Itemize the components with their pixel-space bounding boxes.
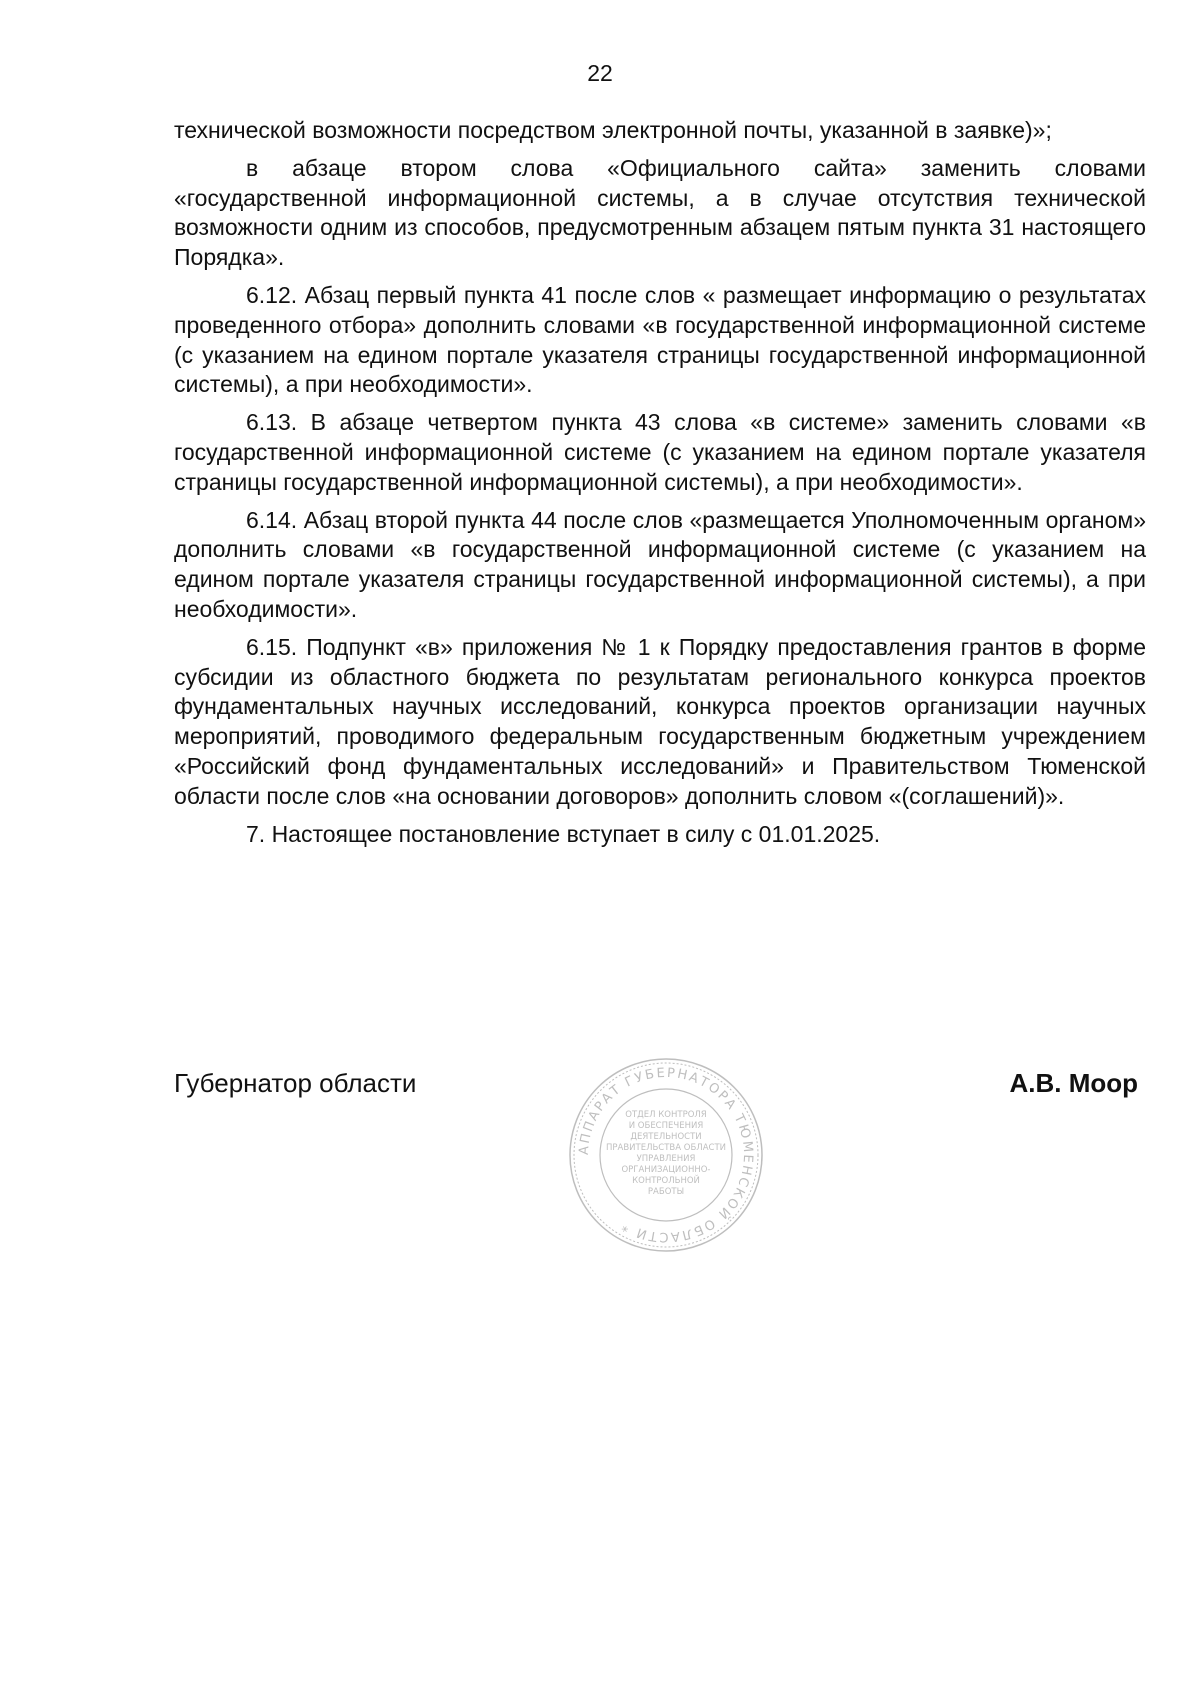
signatory-name: А.В. Моор	[1009, 1068, 1138, 1098]
paragraph-6-14: 6.14. Абзац второй пункта 44 после слов «размещается Уполномоченным органом» дополнить словами «в государственной информационной системе (с указанием на едином портале указателя страницы государственной информационной системы), а при необходимости».	[174, 506, 1146, 622]
paragraph-continuation: технической возможности посредством электронной почты, указанной в заявке)»;	[174, 117, 1052, 143]
paragraph: в абзаце втором слова «Официального сайта» заменить словами «государственной информационной системы, а в случае отсутствия технической возможности одним из способов, предусмотренным абзацем пятым пункта 31 настоящего Порядка».	[174, 154, 1146, 271]
stamp-center-line: ДЕЯТЕЛЬНОСТИ	[630, 1132, 702, 1142]
paragraph-6-15: 6.15. Подпункт «в» приложения № 1 к Порядку предоставления грантов в форме субсидии из областного бюджета по результатам регионального конкурса проектов фундаментальных научных исследований, конкурса проектов организации научных мероприятий, проводимого федеральным государственным бюджетным учреждением «Российский фонд фундаментальных исследований» и Правительством Тюменской области после слов «на основании договоров» дополнить словом «(соглашений)».	[174, 633, 1146, 809]
official-seal-stamp	[566, 1055, 766, 1255]
stamp-center-line: КОНТРОЛЬНОЙ	[632, 1176, 700, 1186]
paragraph-7: 7. Настоящее постановление вступает в силу с 01.01.2025.	[246, 820, 881, 847]
signatory-title: Губернатор области	[174, 1068, 417, 1098]
document-body	[174, 116, 1146, 857]
stamp-center-line: ОТДЕЛ КОНТРОЛЯ	[625, 1110, 707, 1120]
paragraph-6-12: 6.12. Абзац первый пункта 41 после слов « размещает информацию о результатах проведенного отбора» дополнить словами «в государственной информационной системе (с указанием на едином портале указателя страницы государственной информационной системы), а при необходимости».	[174, 281, 1146, 398]
stamp-center-line: УПРАВЛЕНИЯ	[636, 1154, 696, 1164]
stamp-center-line: ОРГАНИЗАЦИОННО-	[621, 1165, 711, 1175]
page-number: 22	[587, 60, 613, 86]
stamp-center-line: И ОБЕСПЕЧЕНИЯ	[628, 1121, 704, 1131]
stamp-center-line: РАБОТЫ	[647, 1187, 685, 1197]
paragraph-6-13: 6.13. В абзаце четвертом пункта 43 слова «в системе» заменить словами «в государственной информационной системе (с указанием на едином портале указателя страницы государственной информационной системы), а при необходимости».	[174, 409, 1146, 495]
stamp-ring-text: АППАРАТ ГУБЕРНАТОРА ТЮМЕНСКОЙ ОБЛАСТИ *	[576, 1065, 756, 1245]
stamp-center-line: ПРАВИТЕЛЬСТВА ОБЛАСТИ	[606, 1143, 726, 1153]
